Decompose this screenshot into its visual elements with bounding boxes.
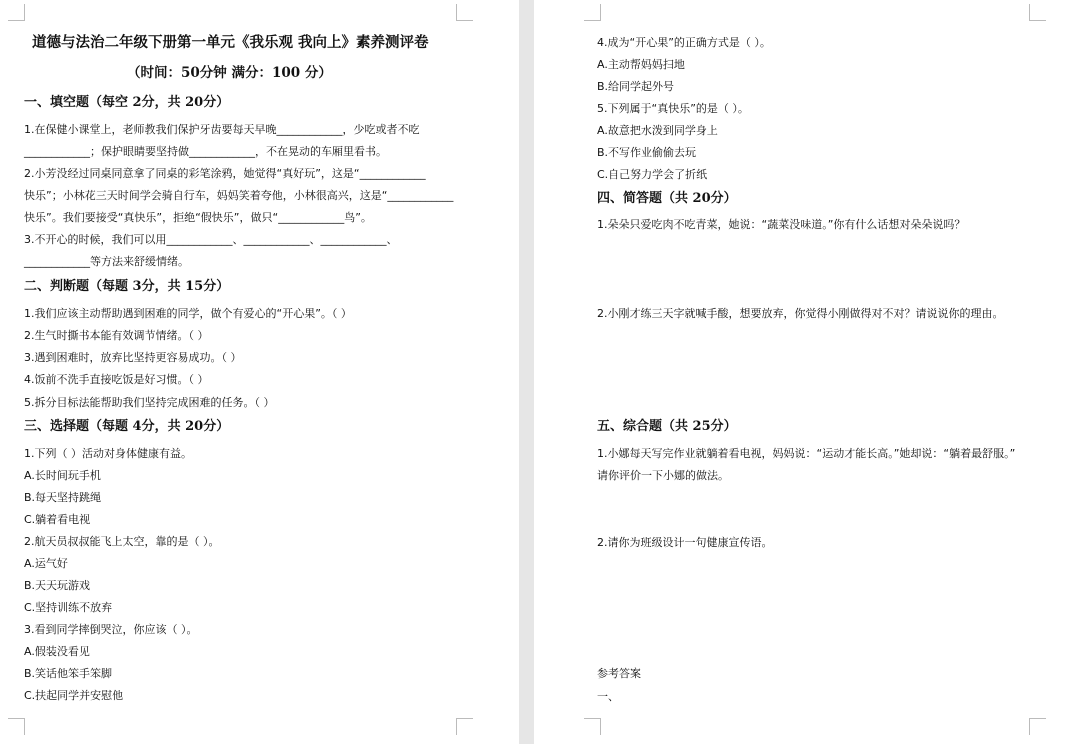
option-line: A.长时间玩手机	[24, 469, 101, 482]
question-line: 3.不开心的时候，我们可以用____________、____________、____________、	[24, 233, 398, 246]
option-line: C.坚持训练不放弃	[24, 601, 113, 614]
page-corner-mark	[1029, 718, 1046, 735]
option-line: A.主动帮妈妈扫地	[597, 58, 685, 71]
section-heading-fill-blank: 一、填空题（每空 2分，共 20分）	[24, 95, 230, 110]
question-line: 5.下列属于“真快乐”的是（ ）。	[597, 102, 749, 115]
option-line: B.天天玩游戏	[24, 579, 91, 592]
question-line: ____________；保护眼睛要坚持做____________，不在晃动的车厢里看书。	[24, 145, 387, 158]
question-line: 2.请你为班级设计一句健康宣传语。	[597, 536, 773, 549]
question-line: 1.下列（ ）活动对身体健康有益。	[24, 447, 192, 460]
document-page-right	[534, 0, 1080, 744]
section-heading-choice: 三、选择题（每题 4分，共 20分）	[24, 419, 230, 434]
section-heading-true-false: 二、判断题（每题 3分，共 15分）	[24, 279, 230, 294]
question-line: 4.饭前不洗手直接吃饭是好习惯。（ ）	[24, 373, 209, 386]
option-line: C.自己努力学会了折纸	[597, 168, 708, 181]
question-line: 2.航天员叔叔能飞上太空，靠的是（ ）。	[24, 535, 220, 548]
question-line: 1.在保健小课堂上，老师教我们保护牙齿要每天早晚____________，少吃或者不吃	[24, 123, 420, 136]
question-line: 3.遇到困难时，放弃比坚持更容易成功。（ ）	[24, 351, 242, 364]
option-line: C.扶起同学并安慰他	[24, 689, 124, 702]
question-line: 5.拆分目标法能帮助我们坚持完成困难的任务。（ ）	[24, 396, 275, 409]
exam-subtitle: （时间：50分钟 满分：100 分）	[127, 65, 332, 81]
question-line: 3.看到同学摔倒哭泣，你应该（ ）。	[24, 623, 198, 636]
question-line: 请你评价一下小娜的做法。	[597, 469, 729, 482]
question-line: 1.小娜每天写完作业就躺着看电视，妈妈说：“运动才能长高。”她却说：“躺着最舒服。”	[597, 447, 1016, 460]
question-line: 4.成为“开心果”的正确方式是（ ）。	[597, 36, 771, 49]
option-line: C.躺着看电视	[24, 513, 91, 526]
page-corner-mark	[1029, 4, 1046, 21]
page-corner-mark	[456, 718, 473, 735]
page-corner-mark	[584, 718, 601, 735]
question-line: 2.小芳没经过同桌同意拿了同桌的彩笔涂鸦，她觉得“真好玩”，这是“____________	[24, 167, 426, 180]
question-line: 1.我们应该主动帮助遇到困难的同学，做个有爱心的“开心果”。（ ）	[24, 307, 352, 320]
page-corner-mark	[8, 718, 25, 735]
option-line: A.假装没看见	[24, 645, 90, 658]
option-line: B.每天坚持跳绳	[24, 491, 102, 504]
option-line: A.运气好	[24, 557, 68, 570]
section-heading-comprehensive: 五、综合题（共 25分）	[597, 419, 737, 434]
page-corner-mark	[8, 4, 25, 21]
section-heading-short-answer: 四、简答题（共 20分）	[597, 191, 737, 206]
page-corner-mark	[584, 4, 601, 21]
question-line: 2.小刚才练三天字就喊手酸，想要放弃，你觉得小刚做得对不对？请说说你的理由。	[597, 307, 1004, 320]
answer-key-heading: 参考答案	[597, 667, 641, 680]
option-line: B.给同学起外号	[597, 80, 675, 93]
option-line: B.不写作业偷偷去玩	[597, 146, 697, 159]
question-line: 2.生气时撕书本能有效调节情绪。（ ）	[24, 329, 209, 342]
option-line: B.笑话他笨手笨脚	[24, 667, 113, 680]
question-line: 快乐”。我们要接受“真快乐”，拒绝“假快乐”，做只“____________鸟”。	[24, 211, 372, 224]
page-corner-mark	[456, 4, 473, 21]
exam-title: 道德与法治二年级下册第一单元《我乐观 我向上》素养测评卷	[32, 34, 429, 51]
option-line: A.故意把水泼到同学身上	[597, 124, 718, 137]
question-line: ____________等方法来舒缓情绪。	[24, 255, 189, 268]
answer-key-section-label: 一、	[597, 690, 619, 703]
question-line: 快乐”；小林花三天时间学会骑自行车，妈妈笑着夸他，小林很高兴，这是“____________	[24, 189, 454, 202]
question-line: 1.朵朵只爱吃肉不吃青菜，她说：“蔬菜没味道。”你有什么话想对朵朵说吗？	[597, 218, 966, 231]
document-page-left	[0, 0, 519, 744]
